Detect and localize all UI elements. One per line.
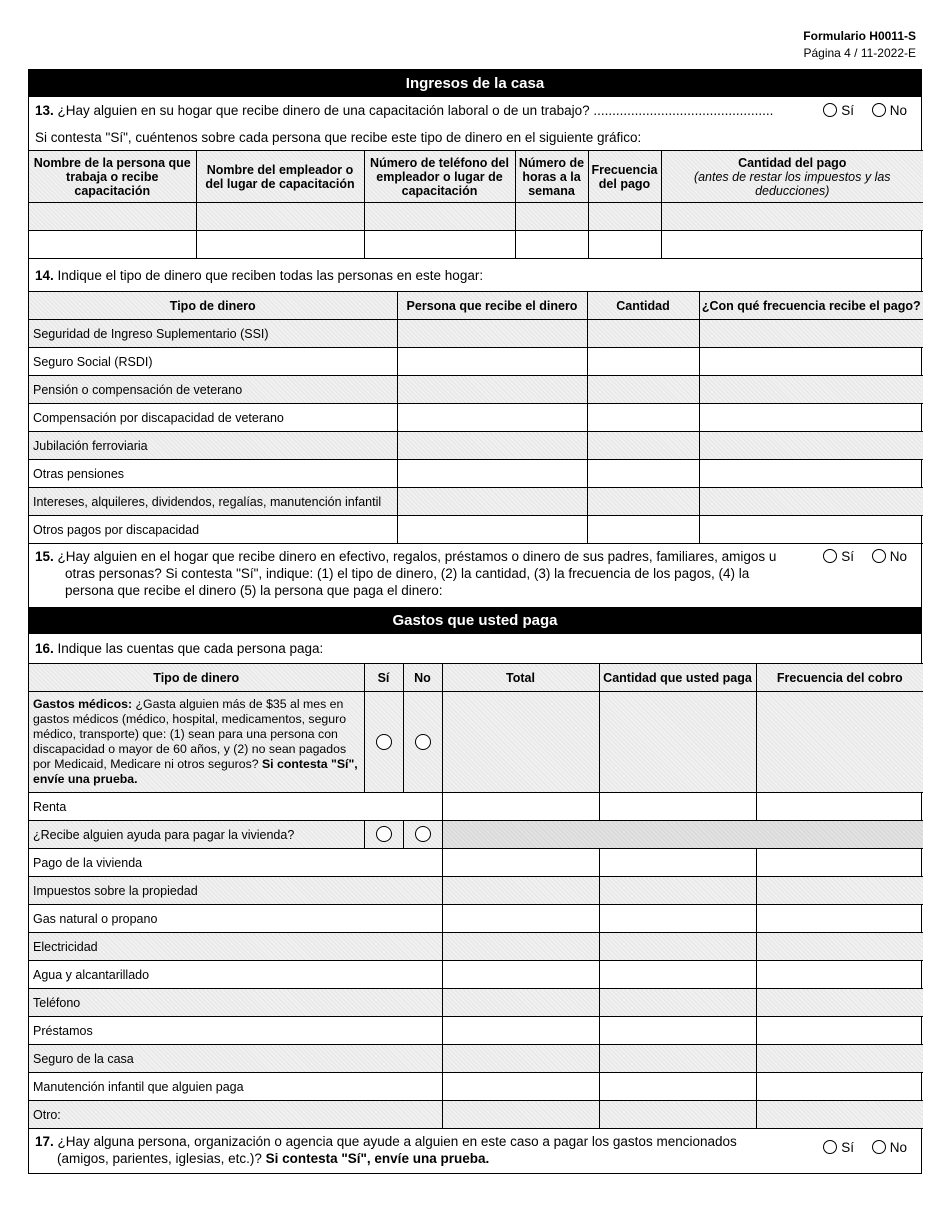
table-row	[29, 460, 923, 488]
input-cell[interactable]	[699, 432, 923, 460]
input-cell[interactable]	[442, 1017, 599, 1045]
input-cell[interactable]	[364, 231, 515, 259]
input-cell[interactable]	[756, 793, 923, 821]
q15-no-radio[interactable]	[872, 549, 886, 563]
medical-yes-cell	[364, 692, 403, 793]
input-cell[interactable]	[599, 933, 756, 961]
q13-table	[29, 150, 923, 259]
col-employer-name: Nombre del empleador o del lugar de capacitación	[196, 151, 364, 203]
input-cell[interactable]	[196, 203, 364, 231]
input-cell[interactable]	[397, 376, 587, 404]
col-yes: Sí	[364, 664, 403, 692]
question-15: 15. ¿Hay alguien en el hogar que recibe dinero en efectivo, regalos, préstamos o dinero de sus padres, familiares, amigos u otras personas? Si contesta "Sí", indique: (1) el tipo de dinero, (2) la cantidad, (3) la frecuencia de los pagos, (4) la persona que recibe el dinero (5) la persona que paga el dinero: Sí No	[35, 549, 907, 598]
income-type-label: Intereses, alquileres, dividendos, regalías, manutención infantil	[29, 488, 397, 516]
expense-label: Gas natural o propano	[29, 905, 442, 933]
input-cell[interactable]	[397, 460, 587, 488]
input-cell[interactable]	[756, 849, 923, 877]
input-cell[interactable]	[587, 432, 699, 460]
form-id: Formulario H0011-S	[803, 29, 916, 43]
q17-no-radio[interactable]	[872, 1140, 886, 1154]
input-cell[interactable]	[599, 1073, 756, 1101]
expense-label: Electricidad	[29, 933, 442, 961]
input-cell[interactable]	[599, 877, 756, 905]
q15-no-option[interactable]: No	[872, 549, 907, 564]
table-row	[29, 1101, 923, 1129]
input-cell[interactable]	[599, 1101, 756, 1129]
q13-no-option[interactable]: No	[872, 103, 907, 118]
income-type-label: Otros pagos por discapacidad	[29, 516, 397, 544]
medical-expenses-label: Gastos médicos: ¿Gasta alguien más de $35 al mes en gastos médicos (médico, hospital, medicamentos, seguro médico, transporte) que: (1) sean para una persona con discapacidad o mayor de 60 años, y (2) no sean pagados por Medicaid, Medicare ni otros seguros? Si contesta "Sí", envíe una prueba.	[29, 692, 364, 793]
income-type-label: Compensación por discapacidad de veterano	[29, 404, 397, 432]
col-no: No	[403, 664, 442, 692]
col-money-type: Tipo de dinero	[29, 292, 397, 320]
medical-yes-radio[interactable]	[376, 734, 392, 750]
input-cell[interactable]	[196, 231, 364, 259]
table-row	[29, 905, 923, 933]
input-cell[interactable]	[756, 692, 923, 793]
input-cell[interactable]	[699, 488, 923, 516]
col-amount: Cantidad	[587, 292, 699, 320]
input-cell[interactable]	[599, 692, 756, 793]
input-cell[interactable]	[587, 460, 699, 488]
table-row	[29, 1045, 923, 1073]
page-number: Página 4 / 11-2022-E	[803, 46, 916, 60]
income-type-label: Otras pensiones	[29, 460, 397, 488]
col-billing-frequency: Frecuencia del cobro	[756, 664, 923, 692]
input-cell[interactable]	[661, 231, 923, 259]
page-header	[803, 28, 916, 62]
q16-table	[29, 663, 923, 1129]
input-cell[interactable]	[364, 203, 515, 231]
input-cell[interactable]	[442, 1045, 599, 1073]
table-row	[29, 231, 923, 259]
table-row	[29, 961, 923, 989]
input-cell[interactable]	[599, 961, 756, 989]
input-cell[interactable]	[442, 1101, 599, 1129]
income-type-label: Seguridad de Ingreso Suplementario (SSI)	[29, 320, 397, 348]
input-cell[interactable]	[442, 989, 599, 1017]
input-cell[interactable]	[699, 404, 923, 432]
input-cell[interactable]	[515, 231, 588, 259]
table-row	[29, 989, 923, 1017]
housing-no-radio[interactable]	[415, 826, 431, 842]
col-frequency: ¿Con qué frecuencia recibe el pago?	[699, 292, 923, 320]
input-cell[interactable]	[515, 203, 588, 231]
input-cell[interactable]	[756, 877, 923, 905]
q13-note: Si contesta "Sí", cuéntenos sobre cada persona que recibe este tipo de dinero en el siguiente gráfico:	[35, 130, 642, 145]
q15-yes-option[interactable]: Sí	[823, 549, 854, 564]
table-row	[29, 432, 923, 460]
col-person-name: Nombre de la persona que trabaja o recibe capacitación	[29, 151, 196, 203]
input-cell[interactable]	[587, 376, 699, 404]
input-cell[interactable]	[756, 1073, 923, 1101]
input-cell[interactable]	[588, 231, 661, 259]
medical-no-radio[interactable]	[415, 734, 431, 750]
table-row-medical	[29, 692, 923, 793]
expense-label: Manutención infantil que alguien paga	[29, 1073, 442, 1101]
input-cell[interactable]	[756, 961, 923, 989]
input-cell[interactable]	[397, 404, 587, 432]
input-cell[interactable]	[587, 404, 699, 432]
q17-yes-no	[809, 1139, 907, 1156]
table-row	[29, 376, 923, 404]
form-frame	[28, 69, 922, 1174]
input-cell[interactable]	[599, 905, 756, 933]
expense-label: Agua y alcantarillado	[29, 961, 442, 989]
input-cell[interactable]	[442, 905, 599, 933]
input-cell[interactable]	[397, 320, 587, 348]
table-row	[29, 203, 923, 231]
input-cell[interactable]	[397, 432, 587, 460]
section-title-expenses: Gastos que usted paga	[29, 607, 921, 634]
table-row	[29, 1073, 923, 1101]
input-cell[interactable]	[442, 849, 599, 877]
input-cell[interactable]	[29, 231, 196, 259]
table-row	[29, 933, 923, 961]
table-row-housing-help	[29, 821, 923, 849]
input-cell[interactable]	[699, 376, 923, 404]
input-cell[interactable]	[29, 203, 196, 231]
input-cell[interactable]	[587, 348, 699, 376]
shaded-cell	[442, 821, 923, 849]
input-cell[interactable]	[699, 348, 923, 376]
input-cell[interactable]	[587, 516, 699, 544]
expense-label: Otro:	[29, 1101, 442, 1129]
input-cell[interactable]	[699, 460, 923, 488]
input-cell[interactable]	[661, 203, 923, 231]
input-cell[interactable]	[587, 488, 699, 516]
q13-no-radio[interactable]	[872, 103, 886, 117]
q13-yes-radio[interactable]	[823, 103, 837, 117]
input-cell[interactable]	[599, 1017, 756, 1045]
q15-yes-no	[809, 548, 907, 565]
table-row	[29, 849, 923, 877]
q17-no-option[interactable]: No	[872, 1140, 907, 1155]
input-cell[interactable]	[442, 877, 599, 905]
input-cell[interactable]	[599, 793, 756, 821]
input-cell[interactable]	[588, 203, 661, 231]
table-row	[29, 516, 923, 544]
table-row	[29, 348, 923, 376]
input-cell[interactable]	[397, 488, 587, 516]
q14-table	[29, 291, 923, 544]
q13-yes-option[interactable]: Sí	[823, 103, 854, 118]
expense-label: Teléfono	[29, 989, 442, 1017]
expense-label: Pago de la vivienda	[29, 849, 442, 877]
income-type-label: Jubilación ferroviaria	[29, 432, 397, 460]
q15-yes-radio[interactable]	[823, 549, 837, 563]
input-cell[interactable]	[756, 1101, 923, 1129]
input-cell[interactable]	[756, 905, 923, 933]
input-cell[interactable]	[397, 516, 587, 544]
col-amount-you-pay: Cantidad que usted paga	[599, 664, 756, 692]
table-row	[29, 488, 923, 516]
table-row	[29, 1017, 923, 1045]
income-type-label: Pensión o compensación de veterano	[29, 376, 397, 404]
input-cell[interactable]	[756, 989, 923, 1017]
input-cell[interactable]	[442, 961, 599, 989]
question-14: 14. Indique el tipo de dinero que reciben todas las personas en este hogar:	[35, 268, 484, 283]
table-row	[29, 404, 923, 432]
expense-label: Seguro de la casa	[29, 1045, 442, 1073]
col-pay-frequency: Frecuencia del pago	[588, 151, 661, 203]
input-cell[interactable]	[756, 1045, 923, 1073]
question-16: 16. Indique las cuentas que cada persona paga:	[35, 641, 324, 656]
col-pay-amount: Cantidad del pago (antes de restar los impuestos y las deducciones)	[661, 151, 923, 203]
table-row	[29, 877, 923, 905]
input-cell[interactable]	[599, 1045, 756, 1073]
input-cell[interactable]	[442, 1073, 599, 1101]
input-cell[interactable]	[756, 1017, 923, 1045]
col-recipient: Persona que recibe el dinero	[397, 292, 587, 320]
q13-yes-no	[809, 97, 907, 125]
question-17: 17. ¿Hay alguna persona, organización o agencia que ayude a alguien en este caso a pagar los gastos mencionados (amigos, parientes, iglesias, etc.)? Si contesta "Sí", envíe una prueba. Sí No	[35, 1134, 907, 1166]
section-title-income: Ingresos de la casa	[29, 70, 921, 97]
input-cell[interactable]	[442, 933, 599, 961]
table-row	[29, 793, 923, 821]
expense-label: Renta	[29, 793, 442, 821]
input-cell[interactable]	[587, 320, 699, 348]
housing-yes-cell	[364, 821, 403, 849]
table-row	[29, 320, 923, 348]
q17-yes-option[interactable]: Sí	[823, 1140, 854, 1155]
expense-label: Préstamos	[29, 1017, 442, 1045]
col-total: Total	[442, 664, 599, 692]
col-hours-week: Número de horas a la semana	[515, 151, 588, 203]
expense-label: Impuestos sobre la propiedad	[29, 877, 442, 905]
medical-no-cell	[403, 692, 442, 793]
input-cell[interactable]	[599, 989, 756, 1017]
input-cell[interactable]	[699, 320, 923, 348]
input-cell[interactable]	[442, 793, 599, 821]
input-cell[interactable]	[599, 849, 756, 877]
col-expense-type: Tipo de dinero	[29, 664, 364, 692]
input-cell[interactable]	[442, 692, 599, 793]
housing-no-cell	[403, 821, 442, 849]
income-type-label: Seguro Social (RSDI)	[29, 348, 397, 376]
input-cell[interactable]	[397, 348, 587, 376]
input-cell[interactable]	[699, 516, 923, 544]
question-13: 13. ¿Hay alguien en su hogar que recibe dinero de una capacitación laboral o de un trabajo? ................................................ Sí No	[29, 97, 921, 125]
housing-yes-radio[interactable]	[376, 826, 392, 842]
housing-help-label: ¿Recibe alguien ayuda para pagar la vivienda?	[29, 821, 364, 849]
input-cell[interactable]	[756, 933, 923, 961]
q17-yes-radio[interactable]	[823, 1140, 837, 1154]
col-employer-phone: Número de teléfono del empleador o lugar de capacitación	[364, 151, 515, 203]
